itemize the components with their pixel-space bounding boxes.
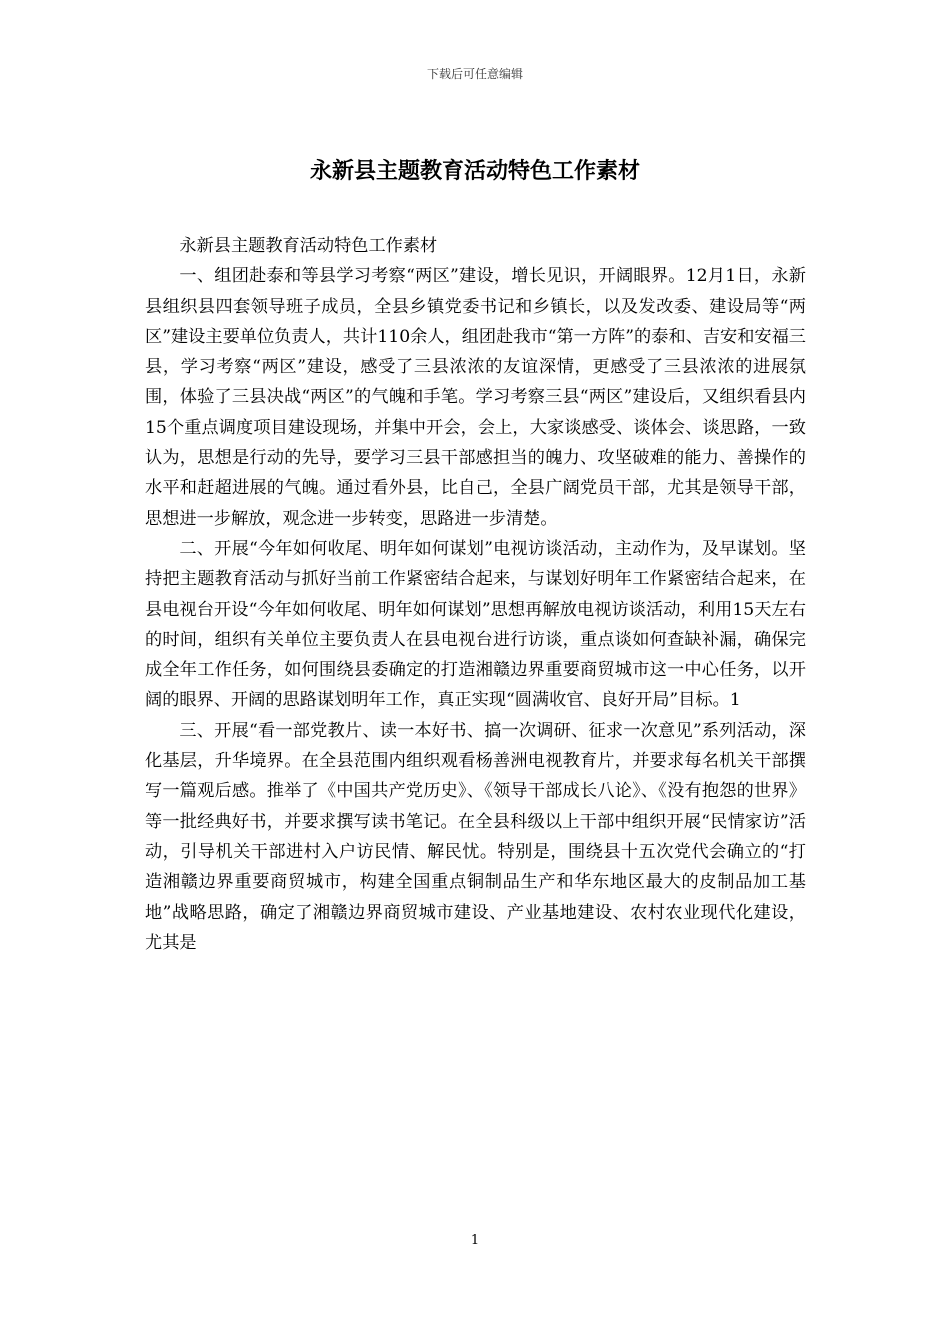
page-number: 1 [470, 1233, 480, 1248]
document-body [145, 231, 806, 958]
body-paragraph: 三、开展“看一部党教片、读一本好书、搞一次调研、征求一次意见”系列活动，深化基层，升华境界。在全县范围内组织观看杨善洲电视教育片，并要求每名机关干部撰写一篇观后感。推举了《中国共产党历史》、《领导干部成长八论》、《没有抱怨的世界》等一批经典好书，并要求撰写读书笔记。在全县科级以上干部中组织开展“民情家访”活动，引导机关干部进村入户访民情、解民忧。特别是，围绕县十五次党代会确立的“打造湘赣边界重要商贸城市，构建全国重点铜制品生产和华东地区最大的皮制品加工基地”战略思路，确定了湘赣边界商贸城市建设、产业基地建设、农村农业现代化建设，尤其是 [145, 720, 806, 953]
body-paragraph: 二、开展“今年如何收尾、明年如何谋划”电视访谈活动，主动作为，及早谋划。坚持把主题教育活动与抓好当前工作紧密结合起来，与谋划好明年工作紧密结合起来，在县电视台开设“今年如何收尾、明年如何谋划”思想再解放电视访谈活动，利用15天左右的时间，组织有关单位主要负责人在县电视台进行访谈，重点谈如何查缺补漏，确保完成全年工作任务，如何围绕县委确定的打造湘赣边界重要商贸城市这一中心任务，以开阔的眼界、开阔的思路谋划明年工作，真正实现“圆满收官、良好开局”目标。1 [145, 538, 806, 711]
document-title: 永新县主题教育活动特色工作素材 [309, 158, 640, 184]
body-paragraph: 一、组团赴泰和等县学习考察“两区”建设，增长见识，开阔眼界。12月1日，永新县组织县四套领导班子成员，全县乡镇党委书记和乡镇长，以及发改委、建设局等“两区”建设主要单位负责人，共计110余人，组团赴我市“第一方阵”的泰和、吉安和安福三县，学习考察“两区”建设，感受了三县浓浓的友谊深情，更感受了三县浓浓的进展氛围，体验了三县决战“两区”的气魄和手笔。学习考察三县“两区”建设后，又组织看县内15个重点调度项目建设现场，并集中开会，会上，大家谈感受、谈体会、谈思路，一致认为，思想是行动的先导，要学习三县干部感担当的魄力、攻坚破难的能力、善操作的水平和赶超进展的气魄。通过看外县，比自己，全县广阔党员干部，尤其是领导干部，思想进一步解放，观念进一步转变，思路进一步清楚。 [145, 266, 806, 529]
body-paragraph: 永新县主题教育活动特色工作素材 [179, 236, 438, 256]
page-header-note: 下载后可任意编辑 [426, 67, 523, 81]
